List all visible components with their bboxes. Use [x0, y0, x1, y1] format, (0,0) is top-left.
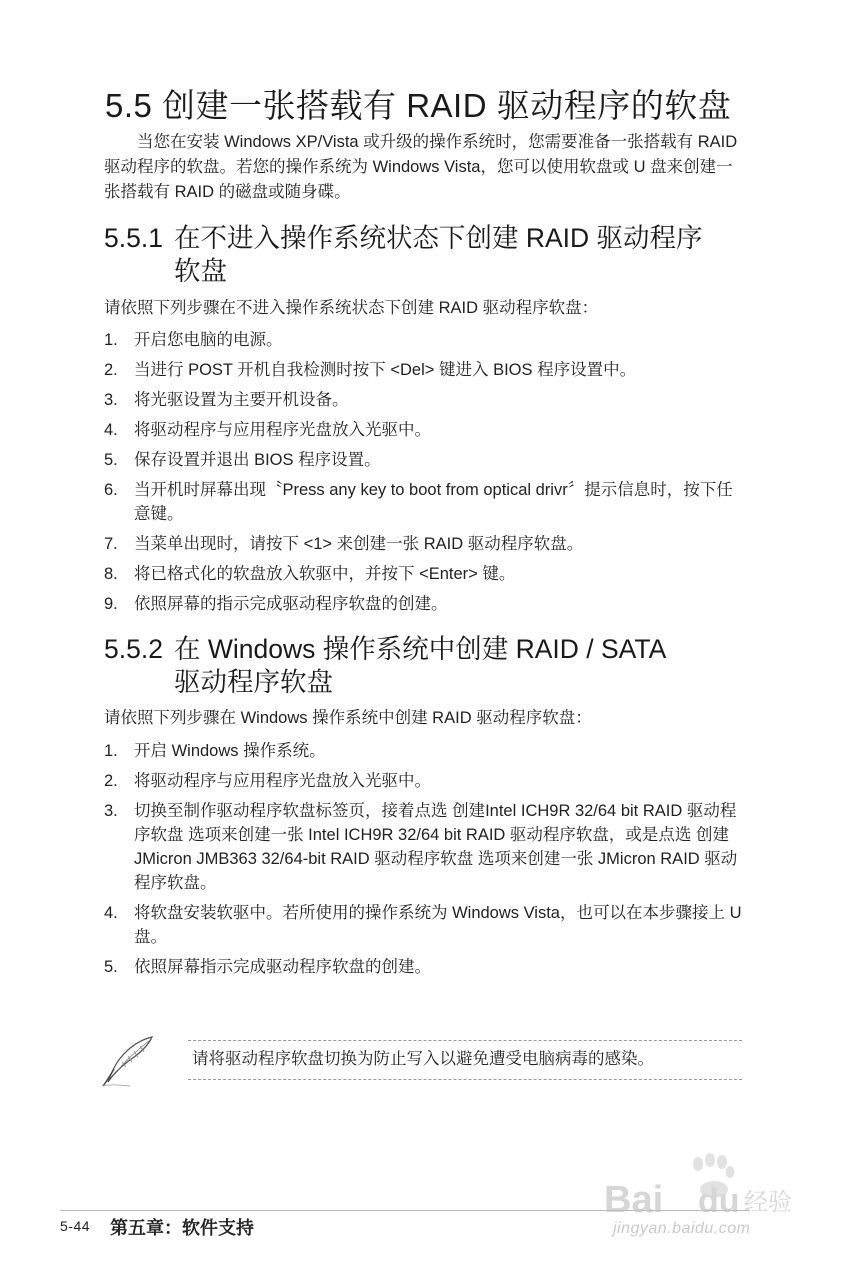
section-2-lead: 请依照下列步骤在 Windows 操作系统中创建 RAID 驱动程序软盘：	[104, 709, 592, 727]
list-item: 9. 依照屏幕的指示完成驱动程序软盘的创建。	[104, 595, 448, 613]
section-2-number: 5.5.2	[104, 634, 163, 664]
list-item: 3. 将光驱设置为主要开机设备。	[104, 391, 349, 409]
section-2-steps	[104, 739, 744, 985]
section-2-heading	[104, 633, 744, 699]
list-item: 8. 将已格式化的软盘放入软驱中，并按下 <Enter> 键。	[104, 565, 516, 583]
section-1-lead: 请依照下列步骤在不进入操作系统状态下创建 RAID 驱动程序软盘：	[104, 299, 599, 317]
footer-divider	[60, 1210, 750, 1211]
note-text: 请将驱动程序软盘切换为防止写入以避免遭受电脑病毒的感染。	[192, 1050, 654, 1068]
watermark-url: jingyan.baidu.com	[613, 1220, 751, 1237]
section-2-title-line1: 在 Windows 操作系统中创建 RAID / SATA	[174, 634, 667, 664]
list-item: 3. 切换至制作驱动程序软盘标签页，接着点选 创建Intel ICH9R 32/64 bit RAID 驱动程序软盘 选项来创建一张 Intel ICH9R 32/64 bit RAID 驱动程序软盘，或是点选 创建 JMicron JMB363 32/64-bit RAID 驱动程序软盘 选项来创建一张 JMicron RAID 驱动程序软盘。	[104, 802, 738, 892]
list-item: 7. 当菜单出现时，请按下 <1> 来创建一张 RAID 驱动程序软盘。	[104, 535, 584, 553]
section-1-steps	[104, 328, 744, 622]
note-bottom-divider	[188, 1079, 742, 1080]
list-item: 2. 将驱动程序与应用程序光盘放入光驱中。	[104, 772, 431, 790]
note-top-divider	[188, 1040, 742, 1041]
feather-icon	[100, 1034, 156, 1088]
chapter-label: 第五章：软件支持	[110, 1218, 254, 1238]
svg-text:Bai: Bai	[604, 1179, 664, 1220]
section-1-heading	[104, 222, 744, 288]
page-title: 5.5 创建一张搭载有 RAID 驱动程序的软盘	[105, 87, 732, 124]
list-item: 5. 保存设置并退出 BIOS 程序设置。	[104, 451, 381, 469]
section-1-title-line1: 在不进入操作系统状态下创建 RAID 驱动程序	[174, 223, 703, 253]
list-item: 4. 将驱动程序与应用程序光盘放入光驱中。	[104, 421, 431, 439]
list-item: 4. 将软盘安装软驱中。若所使用的操作系统为 Windows Vista，也可以在本步骤接上 U 盘。	[104, 904, 742, 946]
section-1-title-line2: 软盘	[174, 256, 227, 286]
list-item: 5. 依照屏幕指示完成驱动程序软盘的创建。	[104, 958, 431, 976]
list-item: 1. 开启您电脑的电源。	[104, 331, 283, 349]
page-number: 5-44	[60, 1218, 91, 1234]
list-item: 1. 开启 Windows 操作系统。	[104, 742, 326, 760]
svg-text:经验: 经验	[744, 1188, 792, 1216]
list-item: 6. 当开机时屏幕出现〝Press any key to boot from optical drivr〞提示信息时，按下任意键。	[104, 481, 733, 523]
section-2-title-line2: 驱动程序软盘	[174, 667, 333, 697]
section-1-number: 5.5.1	[104, 223, 163, 253]
intro-paragraph: 当您在安装 Windows XP/Vista 或升级的操作系统时，您需要准备一张搭载有 RAID 驱动程序的软盘。若您的操作系统为 Windows Vista，您可以使用软盘或 U 盘来创建一张搭载有 RAID 的磁盘或随身碟。	[104, 133, 738, 201]
svg-text:du: du	[698, 1182, 740, 1220]
list-item: 2. 当进行 POST 开机自我检测时按下 <Del> 键进入 BIOS 程序设置中。	[104, 361, 637, 379]
